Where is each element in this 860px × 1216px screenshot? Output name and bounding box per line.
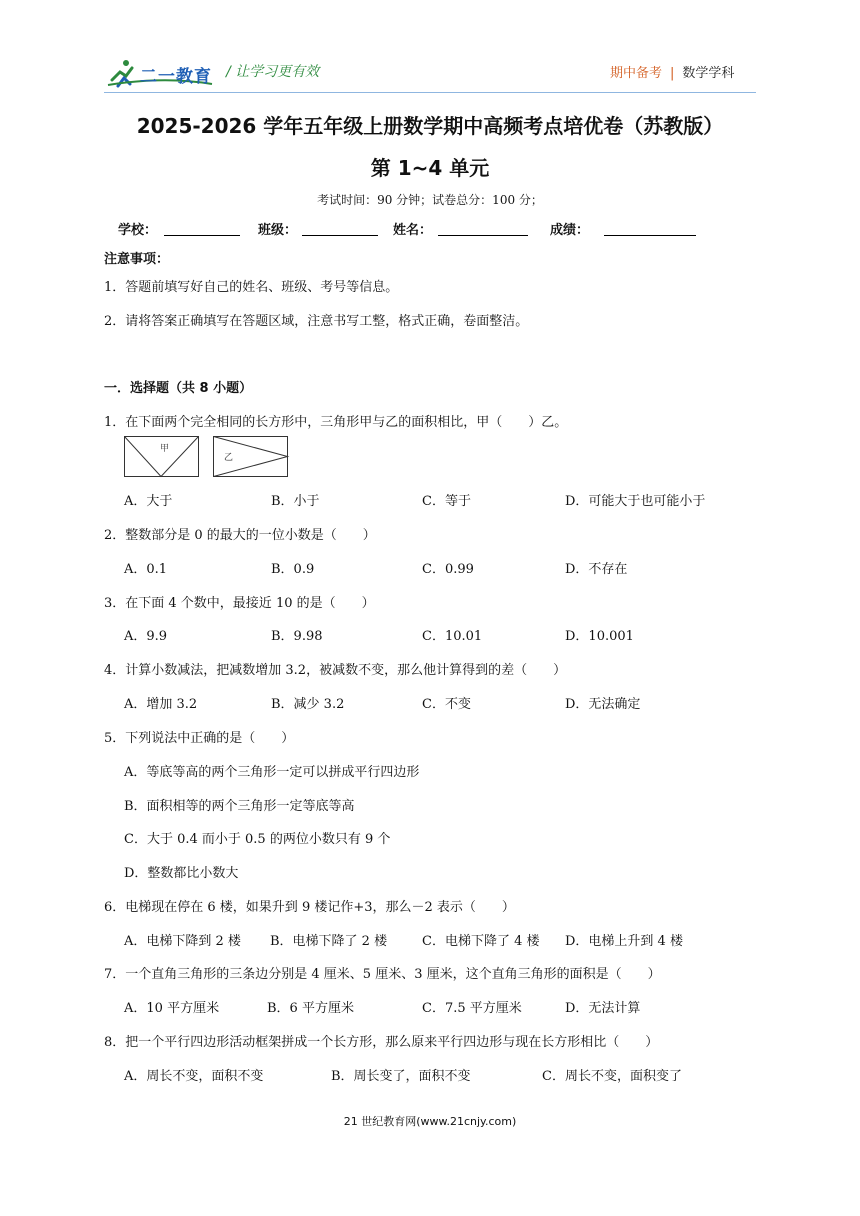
score-blank [604, 235, 696, 236]
option: C．10.01 [422, 629, 483, 644]
option: B．面积相等的两个三角形一定等底等高 [124, 799, 355, 814]
page-subtitle: 第 1~4 单元 [370, 156, 490, 180]
option: A．0.1 [124, 562, 168, 577]
option: A．10 平方厘米 [124, 1001, 220, 1016]
question-stem: 4．计算小数减法，把减数增加 3.2，被减数不变，那么他计算得到的差（ ） [104, 663, 567, 678]
notice-item: 1．答题前填写好自己的姓名、班级、考号等信息。 [104, 280, 399, 295]
option: D．无法确定 [565, 697, 641, 712]
option: C．7.5 平方厘米 [422, 1001, 522, 1016]
slogan: / 让学习更有效 [226, 64, 320, 80]
option: C．0.99 [422, 562, 474, 577]
school-field: 学校： [118, 223, 158, 238]
page-footer: 21 世纪教育网(www.21cnjy.com) [343, 1115, 517, 1128]
category-label: 期中备考 [610, 66, 663, 81]
option: B．小于 [271, 494, 320, 509]
question-stem: 7．一个直角三角形的三条边分别是 4 厘米、5 厘米、3 厘米，这个直角三角形的面积是（ ） [104, 967, 661, 982]
question-stem: 2．整数部分是 0 的最大的一位小数是（ ） [104, 528, 376, 543]
subject-label: 数学学科 [682, 66, 735, 81]
class-field: 班级： [258, 223, 298, 238]
option: B．0.9 [271, 562, 315, 577]
option: C．电梯下降了 4 楼 [422, 934, 540, 949]
option: A．电梯下降到 2 楼 [124, 934, 241, 949]
option: D．不存在 [565, 562, 628, 577]
question-stem: 6．电梯现在停在 6 楼，如果升到 9 楼记作+3，那么－2 表示（ ） [104, 900, 515, 915]
notice-item: 2．请将答案正确填写在答题区域，注意书写工整，格式正确，卷面整洁。 [104, 314, 529, 329]
option: D．可能大于也可能小于 [565, 494, 706, 509]
option: D．整数都比小数大 [124, 866, 239, 881]
header-category [610, 62, 734, 81]
option: B．电梯下降了 2 楼 [270, 934, 388, 949]
option: D．无法计算 [565, 1001, 641, 1016]
score-field: 成绩： [550, 223, 590, 238]
notice-heading: 注意事项： [104, 252, 170, 267]
name-field: 姓名： [393, 223, 433, 238]
school-blank [164, 235, 240, 236]
option: A．等底等高的两个三角形一定可以拼成平行四边形 [124, 765, 420, 780]
option: B．6 平方厘米 [267, 1001, 354, 1016]
option: B．减少 3.2 [271, 697, 345, 712]
option: A．增加 3.2 [124, 697, 198, 712]
option: B．9.98 [271, 629, 323, 644]
logo-text: 二一教育 [140, 67, 212, 87]
header-separator: | [670, 66, 675, 81]
rectangles-figure [124, 436, 290, 480]
page-title: 2025-2026 学年五年级上册数学期中高频考点培优卷（苏教版） [136, 114, 724, 138]
exam-info: 考试时间：90 分钟；试卷总分：100 分； [317, 193, 543, 207]
question-stem: 5．下列说法中正确的是（ ） [104, 731, 295, 746]
option: B．周长变了，面积不变 [331, 1069, 471, 1084]
option: D．电梯上升到 4 楼 [565, 934, 683, 949]
option: C．等于 [422, 494, 471, 509]
option: A．大于 [124, 494, 173, 509]
header-divider [104, 92, 756, 93]
section-heading: 一．选择题（共 8 小题） [104, 381, 253, 396]
label-yi: 乙 [224, 453, 234, 463]
name-blank [438, 235, 528, 236]
option: C．不变 [422, 697, 471, 712]
class-blank [302, 235, 378, 236]
question-stem: 3．在下面 4 个数中，最接近 10 的是（ ） [104, 596, 375, 611]
option: A．周长不变，面积不变 [124, 1069, 264, 1084]
question-stem: 8．把一个平行四边形活动框架拼成一个长方形，那么原来平行四边形与现在长方形相比（ ） [104, 1035, 659, 1050]
question-stem: 1．在下面两个完全相同的长方形中，三角形甲与乙的面积相比，甲（ ）乙。 [104, 415, 568, 430]
option: C．周长不变，面积变了 [542, 1069, 682, 1084]
option: D．10.001 [565, 629, 634, 644]
option: C．大于 0.4 而小于 0.5 的两位小数只有 9 个 [124, 832, 391, 847]
option: A．9.9 [124, 629, 168, 644]
label-jia: 甲 [160, 444, 170, 454]
